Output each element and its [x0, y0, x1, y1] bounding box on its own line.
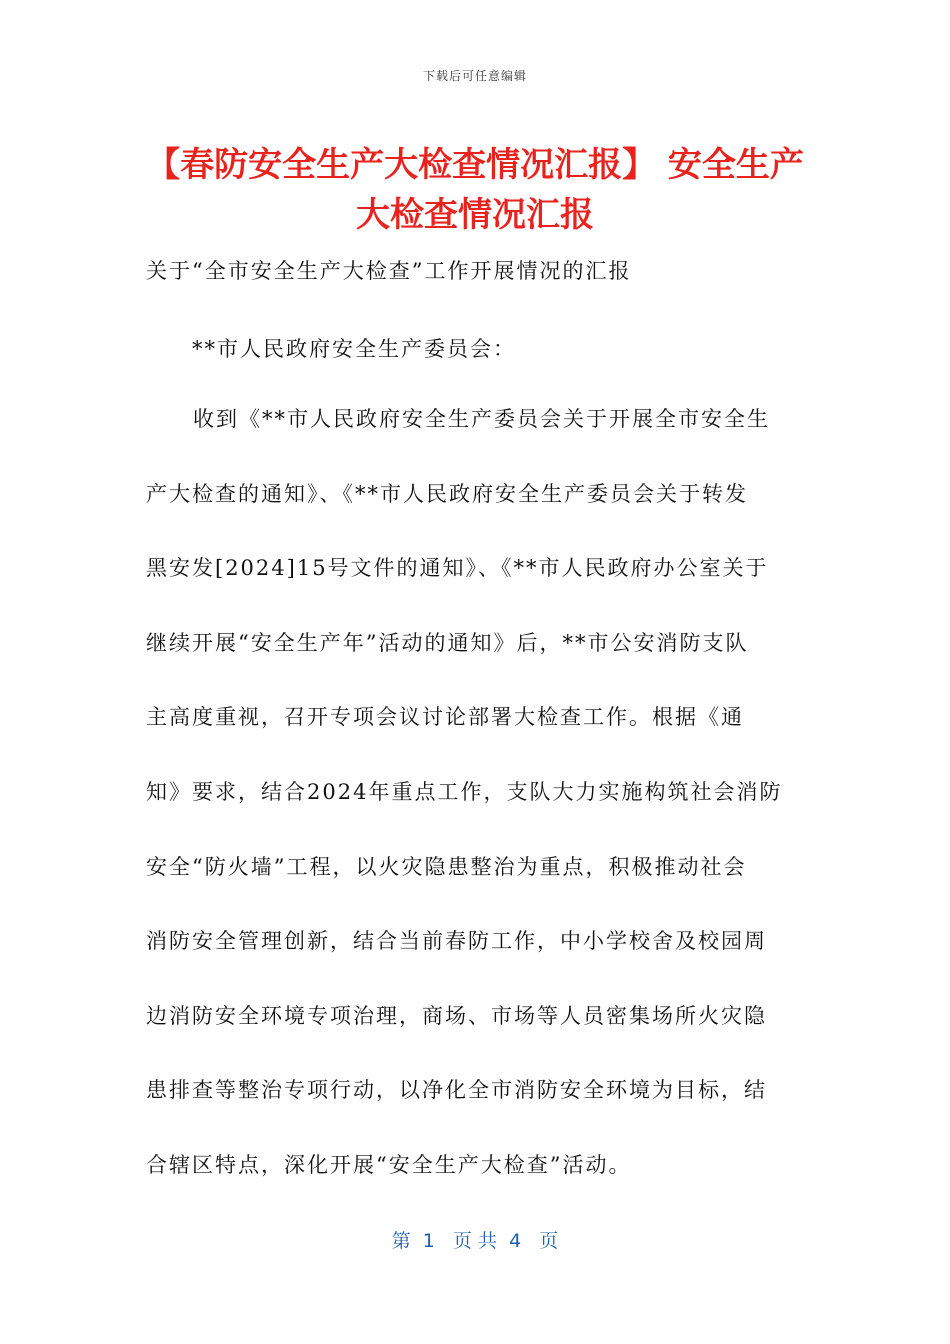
- body-line: 消防安全管理创新，结合当前春防工作，中小学校舍及校园周: [146, 929, 767, 954]
- body-line: 继续开展“安全生产年”活动的通知》后，**市公安消防支队: [146, 630, 749, 655]
- body-line: 主高度重视，召开专项会议讨论部署大检查工作。根据《通: [146, 705, 744, 730]
- body-line: 知》要求，结合2024年重点工作，支队大力实施构筑社会消防: [146, 779, 783, 804]
- page-number-footer: 第 1 页 共 4 页: [391, 1230, 559, 1252]
- body-line: 边消防安全环境专项治理，商场、市场等人员密集场所火灾隐: [146, 1003, 767, 1028]
- document-title-line-2: 大检查情况汇报: [356, 195, 594, 235]
- body-line: 安全“防火墙”工程，以火灾隐患整治为重点，积极推动社会: [146, 854, 747, 879]
- body-line: 黑安发[2024]15号文件的通知》、《**市人民政府办公室关于: [146, 556, 769, 581]
- document-title: [110, 140, 840, 240]
- body-paragraph: [146, 400, 806, 1221]
- body-line: 收到《**市人民政府安全生产委员会关于开展全市安全生: [193, 407, 770, 431]
- salutation: **市人民政府安全生产委员会：: [192, 337, 516, 361]
- document-title-line-1: 【春防安全生产大检查情况汇报】 安全生产: [146, 145, 804, 185]
- document-subtitle: 关于“全市安全生产大检查”工作开展情况的汇报: [146, 259, 632, 283]
- body-line: 产大检查的通知》、《**市人民政府安全生产委员会关于转发: [146, 481, 748, 506]
- body-line: 合辖区特点，深化开展“安全生产大检查”活动。: [146, 1152, 632, 1177]
- page-header-note: 下载后可任意编辑: [422, 69, 527, 83]
- body-line: 患排查等整治专项行动，以净化全市消防安全环境为目标，结: [146, 1078, 767, 1103]
